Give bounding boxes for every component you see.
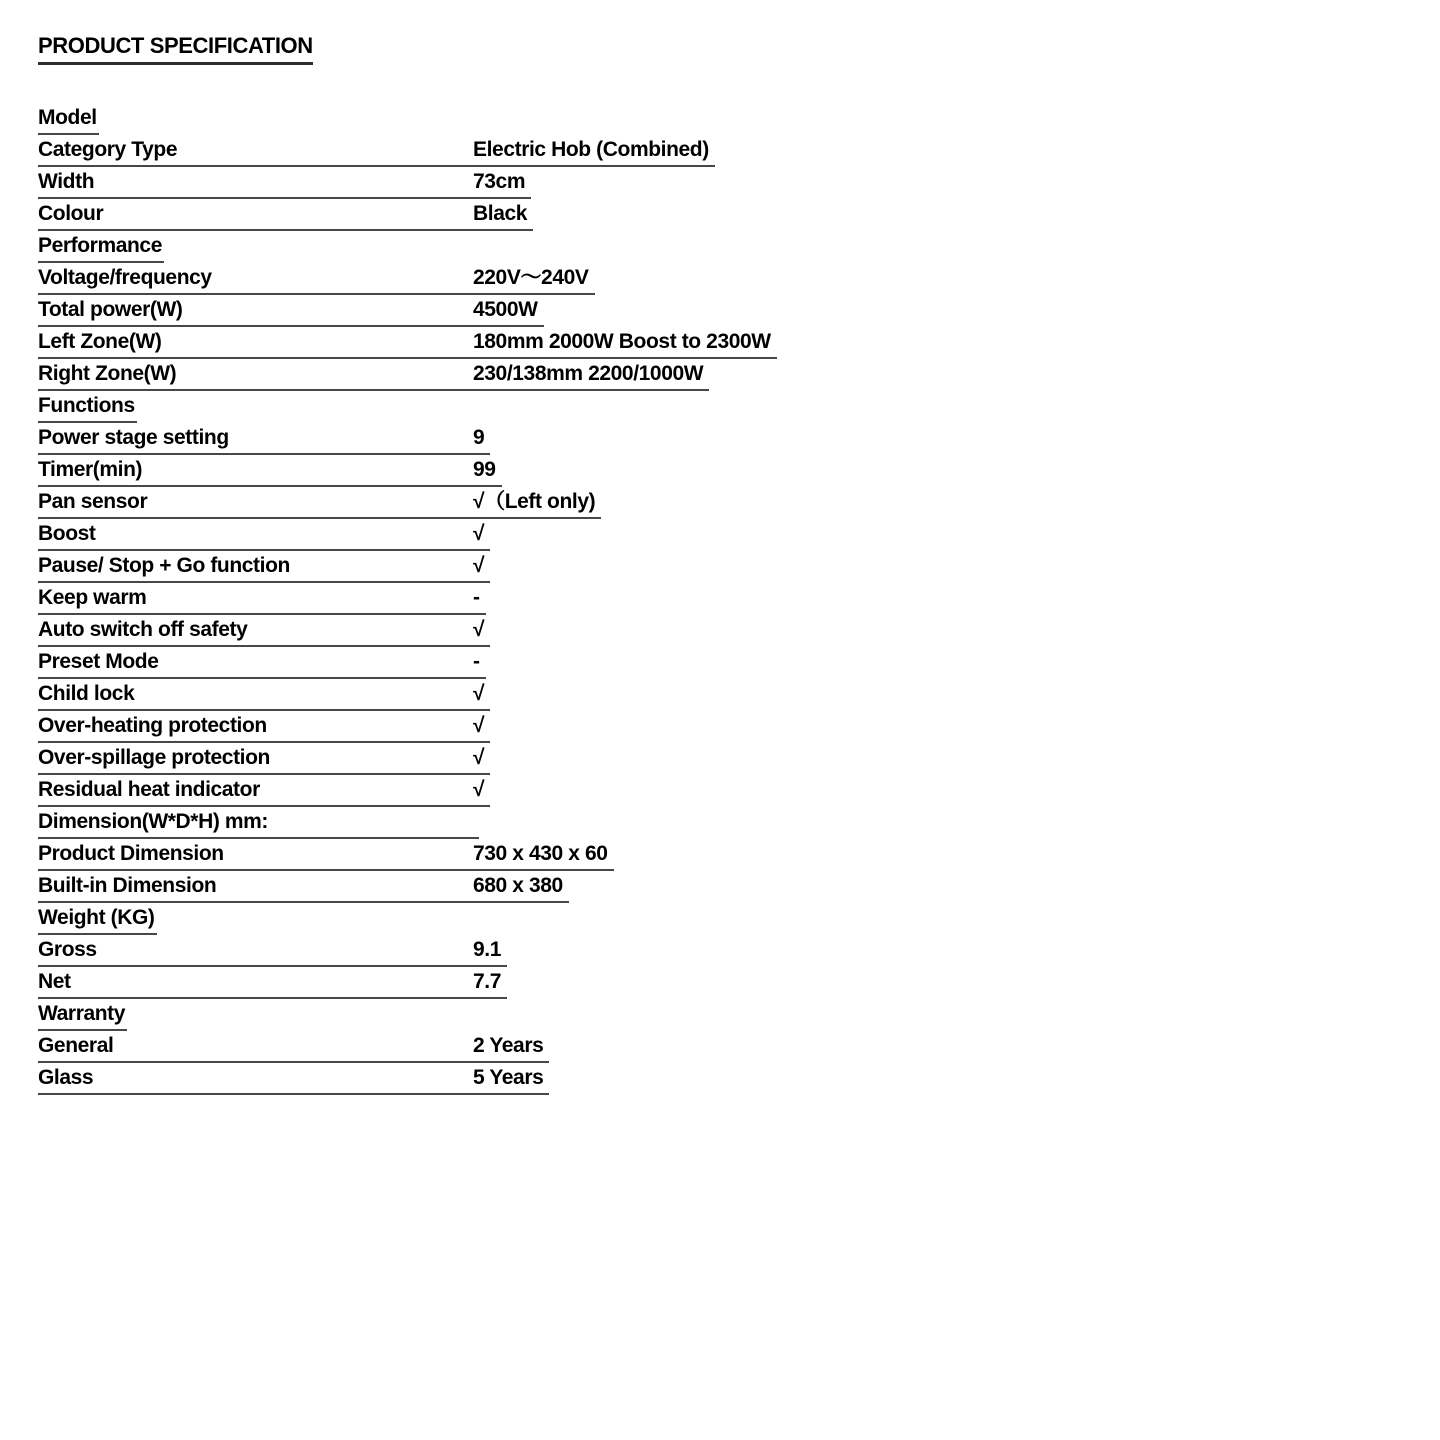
- spec-value: 73cm: [473, 170, 526, 193]
- spec-value: 4500W: [473, 298, 538, 321]
- spec-label: Pause/ Stop + Go function: [38, 554, 290, 577]
- spec-row: [38, 455, 502, 487]
- spec-value: Black: [473, 202, 528, 225]
- spec-label: Width: [38, 170, 95, 193]
- spec-label: Child lock: [38, 682, 135, 705]
- spec-value: -: [473, 650, 480, 673]
- spec-row: [38, 679, 490, 711]
- spec-value: 99: [473, 458, 496, 481]
- spec-value: √: [473, 778, 485, 801]
- spec-label: Residual heat indicator: [38, 778, 260, 801]
- spec-label: Over-heating protection: [38, 714, 267, 737]
- spec-row: [38, 359, 709, 391]
- spec-value: 730 x 430 x 60: [473, 842, 608, 865]
- spec-value: 180mm 2000W Boost to 2300W: [473, 330, 771, 353]
- spec-label: Dimension(W*D*H) mm:: [38, 810, 269, 833]
- section-header-row: [38, 103, 99, 135]
- spec-label: Right Zone(W): [38, 362, 177, 385]
- spec-value: √: [473, 618, 485, 641]
- spec-label: Left Zone(W): [38, 330, 162, 353]
- spec-value: √: [473, 554, 485, 577]
- spec-value: 230/138mm 2200/1000W: [473, 362, 704, 385]
- spec-row: [38, 615, 490, 647]
- section-header-label: Warranty: [38, 1002, 126, 1025]
- spec-label: Total power(W): [38, 298, 183, 321]
- spec-label: Gross: [38, 938, 97, 961]
- spec-row: [38, 647, 486, 679]
- spec-row: [38, 871, 569, 903]
- spec-label: Product Dimension: [38, 842, 224, 865]
- spec-row: [38, 967, 507, 999]
- spec-label: Category Type: [38, 138, 178, 161]
- spec-label: Built-in Dimension: [38, 874, 217, 897]
- spec-value: [473, 807, 479, 837]
- section-header-row: [38, 903, 157, 935]
- spec-value: √: [473, 682, 485, 705]
- spec-label: Voltage/frequency: [38, 266, 212, 289]
- spec-table: [38, 103, 1400, 1095]
- spec-label: Boost: [38, 522, 96, 545]
- spec-label: Preset Mode: [38, 650, 159, 673]
- spec-row: [38, 775, 490, 807]
- spec-row: [38, 839, 614, 871]
- spec-value: 2 Years: [473, 1034, 544, 1057]
- spec-row: [38, 935, 507, 967]
- spec-row: [38, 551, 490, 583]
- spec-label: General: [38, 1034, 114, 1057]
- spec-label: Glass: [38, 1066, 94, 1089]
- spec-row: [38, 807, 479, 839]
- spec-value: √（Left only): [473, 490, 596, 513]
- spec-label: Over-spillage protection: [38, 746, 270, 769]
- spec-value: √: [473, 714, 485, 737]
- section-header-label: Model: [38, 106, 97, 129]
- spec-row: [38, 583, 486, 615]
- page-title: PRODUCT SPECIFICATION: [38, 33, 313, 65]
- spec-row: [38, 1063, 549, 1095]
- section-header-row: [38, 231, 164, 263]
- spec-label: Timer(min): [38, 458, 143, 481]
- spec-row: [38, 199, 533, 231]
- spec-label: Power stage setting: [38, 426, 229, 449]
- spec-label: Auto switch off safety: [38, 618, 248, 641]
- section-header-label: Functions: [38, 394, 135, 417]
- spec-row: [38, 519, 490, 551]
- spec-label: Net: [38, 970, 71, 993]
- spec-row: [38, 743, 490, 775]
- spec-row: [38, 167, 531, 199]
- spec-row: [38, 423, 490, 455]
- spec-value: 5 Years: [473, 1066, 544, 1089]
- spec-row: [38, 1031, 549, 1063]
- spec-value: Electric Hob (Combined): [473, 138, 709, 161]
- spec-row: [38, 295, 544, 327]
- spec-value: √: [473, 746, 485, 769]
- spec-row: [38, 263, 595, 295]
- spec-value: 680 x 380: [473, 874, 563, 897]
- section-header-label: Weight (KG): [38, 906, 155, 929]
- spec-row: [38, 135, 715, 167]
- section-header-label: Performance: [38, 234, 162, 257]
- spec-value: 7.7: [473, 970, 501, 993]
- spec-row: [38, 487, 601, 519]
- spec-label: Colour: [38, 202, 104, 225]
- spec-label: Pan sensor: [38, 490, 148, 513]
- spec-row: [38, 327, 777, 359]
- spec-value: 9.1: [473, 938, 501, 961]
- spec-value: 9: [473, 426, 485, 449]
- spec-value: √: [473, 522, 485, 545]
- spec-value: 220V～240V: [473, 266, 589, 289]
- spec-label: Keep warm: [38, 586, 147, 609]
- spec-row: [38, 711, 490, 743]
- spec-value: -: [473, 586, 480, 609]
- section-header-row: [38, 999, 127, 1031]
- section-header-row: [38, 391, 137, 423]
